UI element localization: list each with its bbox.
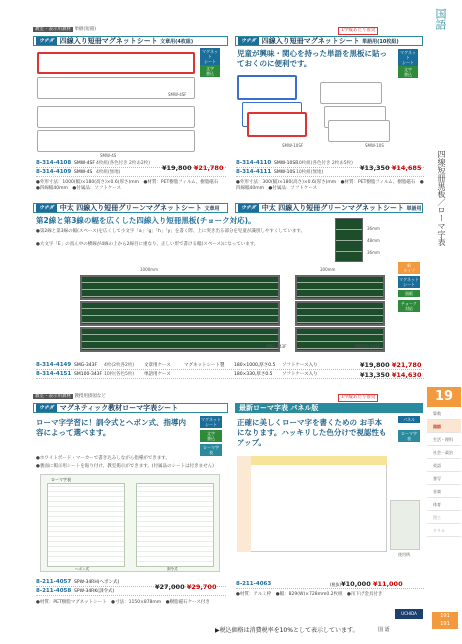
dim-label: 36mm [367,226,380,231]
dim-label: 48mm [367,238,380,243]
tag-magnet: マグネット シート [200,48,220,65]
recommend-badge: 1学級あたり推奨 [338,27,378,35]
image-label: 使用例 [398,552,410,557]
index-item[interactable]: ドリル [427,524,461,537]
chart-label: 訓令式 [167,567,178,571]
tag-new: 新 タイプ [398,262,420,274]
index-item[interactable]: 英語 [427,459,461,472]
board-image-10sf [247,112,307,137]
image-label: SMW-10SF [282,143,304,148]
image-label: SMG-343F [266,344,287,349]
image-label: SMW-4SF [168,92,187,97]
feature-note: ●ホワイトボード・マーカーで書き込みしながら指導ができます。 [36,456,170,461]
panel-vowel-col [237,456,251,552]
chart-title: ローマ字表 [51,477,71,482]
spec-note: ●材質：アルミ枠 ●幅：829(W)×728mm0.2枚組 ●吊下げ金具付き [236,592,383,597]
four-line-detail [335,218,363,262]
tag-magnet: マグネット シート [201,417,221,427]
panel-header-row [237,456,387,465]
index-item[interactable]: 音楽 [427,485,461,498]
board-image-10s [320,82,382,104]
tag-chalk: チョーク 対応 [398,300,420,312]
product-header-romaji-sheet: ウチダ マグネティック教材ローマ字表シート [33,403,228,413]
product-header-4sf [33,36,228,46]
board-image-4s [37,106,195,128]
product-header-green-word: ウチダ 中太 四線入り短冊グリーンマグネットシート 単語用 [235,203,423,213]
product-title: 四線入り短冊マグネットシート 文章用(4枚組) [59,36,194,45]
price: (税抜)¥10,000 ¥11,000 [330,580,403,588]
product-row: 8-314-4111 SMW-10S 10枚組(無地) [236,169,424,177]
romaji-chart-hepburn [47,483,125,567]
feature-note: ●大文字「E」の真ん中の横線が4線の上から2線目に重なり、正しい形で書ける幅(スペース)になっています。 [36,242,259,247]
index-item[interactable]: 図工 [427,511,461,524]
green-board [80,301,280,326]
dim-label: 300mm [320,267,336,272]
price: ¥13,350 ¥14,630 [360,371,422,379]
dim-label: 1000mm [140,267,158,272]
board-image-10s [328,120,390,142]
feature-note: ●裏面に掲示用シートを貼り付け、教室掲示ができます。(付属品のシートは付きません) [36,464,214,469]
tag-magnet: マグネット シート [398,49,418,66]
product-row: 8-314-4151 SM100-343F 10枚(各色5枚) 単語用ケース 180×330,厚さ0.5 ソフトケース入り [36,371,426,379]
footer-section: 国 語 [378,627,390,633]
spec-note: ●外形寸法：1000(幅)×180(高さ)×0.6(厚さ)mm ●材質：PET樹脂フィルム、樹脂磁石 ●四線幅40mm ●付属品：ソフトケース [36,180,223,191]
index-item-active[interactable]: 国語 [427,420,461,433]
product-description: 正確に美しくローマ字を書くための お手本になります。ハッキリした色分けで視認性もアップ。 [237,418,387,448]
product-header-10sf: ウチダ 四線入り短冊マグネットシート 単語用(10枚組) [235,36,423,46]
index-item[interactable]: 書写 [427,472,461,485]
image-label: SMW-10S [365,143,384,148]
recommend-badge: 1学級あたり推奨 [338,394,378,402]
board-frame [37,52,195,74]
feature-note: ●第2線と第3線の幅(スペース)を広くして小文字「a」「g」「h」「y」を書く際、上に突き出る部分を児童が識別しやすくしています。 [36,229,305,234]
tag-write: 文字 書込 [200,65,220,77]
spec-note: ●外形寸法：300(幅)×180(高さ)×0.6(厚さ)mm ●材質：PET樹脂フィルム、樹脂磁石 ●四線幅40mm ●付属品：ソフトケース [236,180,424,191]
product-row: 8-314-4108 SMW-4SF 4枚組(各色付き 2枚あ2枚) [36,160,226,168]
product-description: 第2線と第3線の幅を広くした四線入り短冊黒板(チョーク対応)。 [36,216,256,225]
romaji-chart-image [40,474,220,572]
green-board [80,275,280,300]
price: ¥19,800 ¥21,780 [162,164,224,172]
tag-romaji: ローマ字 表 [200,444,222,456]
spec-note: ●材質：PET樹脂マグネットシート ●寸法：1150×878mm ●樹脂磁石ケース付き [36,600,210,605]
product-header-romaji-panel: 最新ローマ字表 パネル版 [235,403,423,413]
brand-logo: ウチダ [238,37,259,45]
price: ¥19,800 ¥21,780 [360,361,422,369]
dim-label: 36mm [367,250,380,255]
price: ¥27,000 ¥29,700 [155,583,217,591]
board-image-4s [37,130,195,152]
category-label: 教室・表示用教材 単板(短冊) [35,27,96,32]
chart-label: ヘボン式 [75,567,89,571]
product-row: 8-314-4149 SMG-343F 4枚(2枚各2枚) 文章用ケース マグネットシート製 180×1000,厚さ0.5 ソフトケース入り [36,362,426,370]
tag-write: 文字 書込 [200,430,222,442]
product-description: ローマ字学習に！訓令式とヘボン式、指導内容によって選べます。 [36,418,186,438]
product-row: 8-211-4057 SPW-34RH(ヘボン式) [36,579,226,587]
index-item[interactable]: 算数 [427,407,461,420]
product-header-green: ウチダ 中太 四線入り短冊グリーンマグネットシート 文章用 [33,203,228,213]
subject-subtitle: 四線短冊黒板／ローマ字表 [437,150,446,246]
category-label: 教室・表示用教材 教授用掛図など [35,394,106,399]
product-row: 8-314-4110 SMW-10SF 10枚組(各色付き 2枚あ5枚) [236,160,424,168]
romaji-panel-image [237,456,387,552]
usage-example-image [390,500,420,550]
subject-title: 国語 [434,8,447,30]
brand-logo: UCHIDA [395,609,423,619]
tag-panel: パネル [398,416,420,423]
romaji-chart-kunrei [136,483,214,567]
index-item[interactable]: 体育 [427,498,461,511]
product-row: 8-211-4063 [236,581,424,589]
green-board-word [295,275,385,300]
product-description: 児童が興味・関心を持った単語を黒板に貼っておくのに便利です。 [237,49,387,69]
index-item[interactable]: 社会・政治 [427,446,461,459]
green-board [80,327,280,352]
board-image-10sf [237,75,297,100]
tag-romaji: ローマ字 表 [398,430,420,442]
page-tag: 191 191 [432,612,458,629]
image-label: SMW-4S [100,153,117,158]
tag-board: 黒板 [398,290,420,297]
tag-write: 文字 書込 [398,66,418,78]
index-page-number: 19 [427,387,461,407]
tax-footnote: ▶税込価格は消費税率を10%として表示しています。 [215,627,359,634]
green-board-word [295,301,385,326]
brand-logo: ウチダ [36,37,57,45]
index-item[interactable]: 生活・理科 [427,433,461,446]
index-list [427,407,461,537]
right-index-tab [425,0,462,644]
product-row: 8-314-4109 SMW-4S 4枚組(無地) [36,169,226,177]
product-row: 8-211-4058 SPW-34RK(訓令式) [36,588,226,596]
price: ¥13,350 ¥14,685 [360,164,422,172]
image-label: SM100-343F [355,344,381,349]
tag-magnet: マグネット シート [399,277,419,287]
